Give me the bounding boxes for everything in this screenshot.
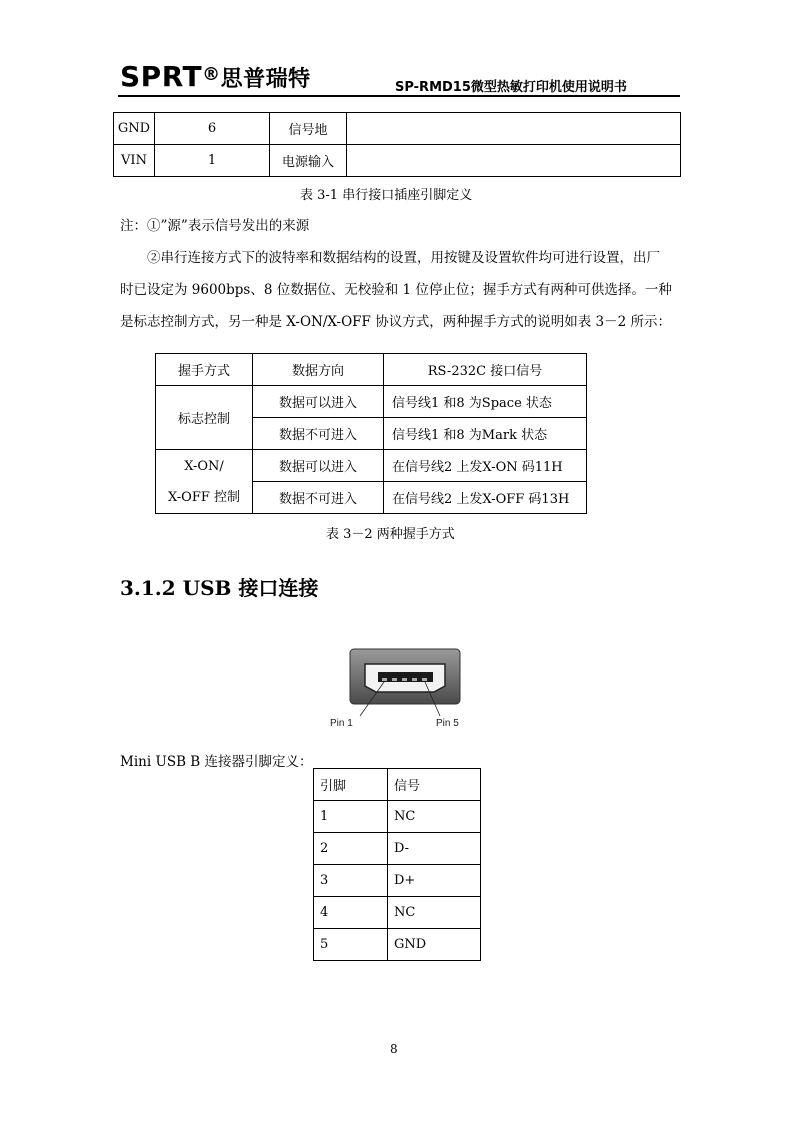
usb-pin-cell: 2: [314, 833, 388, 865]
table-row: [314, 801, 481, 833]
pin-note-cell: [347, 145, 681, 177]
pin-number-cell: 1: [155, 145, 270, 177]
direction-cell: 数据可以进入: [253, 450, 384, 482]
note-baud-line3: 是标志控制方式，另一种是 X-ON/X-OFF 协议方式，两种握手方式的说明如表 3－2 所示：: [120, 314, 671, 330]
table-caption-3-1: 表 3-1 串行接口插座引脚定义: [300, 188, 473, 203]
usb-signal-cell: NC: [388, 801, 481, 833]
note-baud-line1: ②串行连接方式下的波特率和数据结构的设置，用按键及设置软件均可进行设置，出厂: [147, 250, 660, 266]
header-signal: 信号: [388, 769, 481, 801]
signal-cell: 信号线1 和8 为Space 状态: [384, 386, 587, 418]
brand-name-cn: 思普瑞特: [220, 67, 311, 92]
section-heading: 3.1.2 USB 接口连接: [120, 576, 319, 600]
table-row: [114, 145, 681, 177]
table-row: [156, 386, 587, 418]
pin5-label: Pin 5: [436, 718, 459, 729]
header-direction: 数据方向: [253, 354, 384, 386]
usb-signal-cell: NC: [388, 897, 481, 929]
header-signal: RS-232C 接口信号: [384, 354, 587, 386]
usb-pin-cell: 3: [314, 865, 388, 897]
usb-signal-cell: D+: [388, 865, 481, 897]
pin-desc-cell: 信号地: [270, 113, 347, 145]
table-header-row: [156, 354, 587, 386]
table-row: [314, 897, 481, 929]
signal-cell: 信号线1 和8 为Mark 状态: [384, 418, 587, 450]
mini-usb-connector-icon: [322, 640, 472, 732]
usb-signal-cell: D-: [388, 833, 481, 865]
table-row: [314, 865, 481, 897]
direction-cell: 数据不可进入: [253, 482, 384, 514]
direction-cell: 数据可以进入: [253, 386, 384, 418]
mini-usb-connector-figure: [322, 640, 472, 732]
table-row: [156, 450, 587, 482]
pin-name-cell: VIN: [114, 145, 155, 177]
table-row: [314, 929, 481, 961]
header-pin: 引脚: [314, 769, 388, 801]
table-header-row: [314, 769, 481, 801]
usb-signal-cell: GND: [388, 929, 481, 961]
usb-intro: Mini USB B 连接器引脚定义：: [120, 754, 313, 770]
direction-cell: 数据不可进入: [253, 418, 384, 450]
pin-note-cell: [347, 113, 681, 145]
method-xon-xoff: [156, 450, 253, 514]
usb-pin-cell: 1: [314, 801, 388, 833]
header-divider: [118, 95, 680, 97]
method-xon-line2: X-OFF 控制: [167, 489, 240, 505]
pin-name-cell: GND: [114, 113, 155, 145]
brand-logo: [120, 60, 311, 97]
method-xon-line1: X-ON/: [184, 458, 224, 474]
pin-desc-cell: 电源输入: [270, 145, 347, 177]
usb-pin-cell: 5: [314, 929, 388, 961]
table-row: [114, 113, 681, 145]
table-caption-3-2: 表 3－2 两种握手方式: [326, 527, 455, 542]
page-number: 8: [390, 1042, 398, 1056]
table-row: [314, 833, 481, 865]
method-flag-control: 标志控制: [156, 386, 253, 450]
pin1-label: Pin 1: [330, 718, 353, 729]
brand-name: SPRT: [120, 60, 203, 93]
registered-mark: ®: [202, 64, 221, 85]
usb-pin-cell: 4: [314, 897, 388, 929]
header-method: 握手方式: [156, 354, 253, 386]
pin-number-cell: 6: [155, 113, 270, 145]
document-title: SP-RMD15微型热敏打印机使用说明书: [395, 80, 627, 95]
handshake-table: [155, 353, 587, 514]
signal-cell: 在信号线2 上发X-OFF 码13H: [384, 482, 587, 514]
note-baud-line2: 时已设定为 9600bps、8 位数据位、无校验和 1 位停止位；握手方式有两种可供选择。一种: [120, 282, 672, 298]
serial-pin-table: [113, 112, 681, 177]
note-source: 注：①”源”表示信号发出的来源: [120, 218, 310, 234]
usb-pin-table: [313, 768, 481, 961]
signal-cell: 在信号线2 上发X-ON 码11H: [384, 450, 587, 482]
